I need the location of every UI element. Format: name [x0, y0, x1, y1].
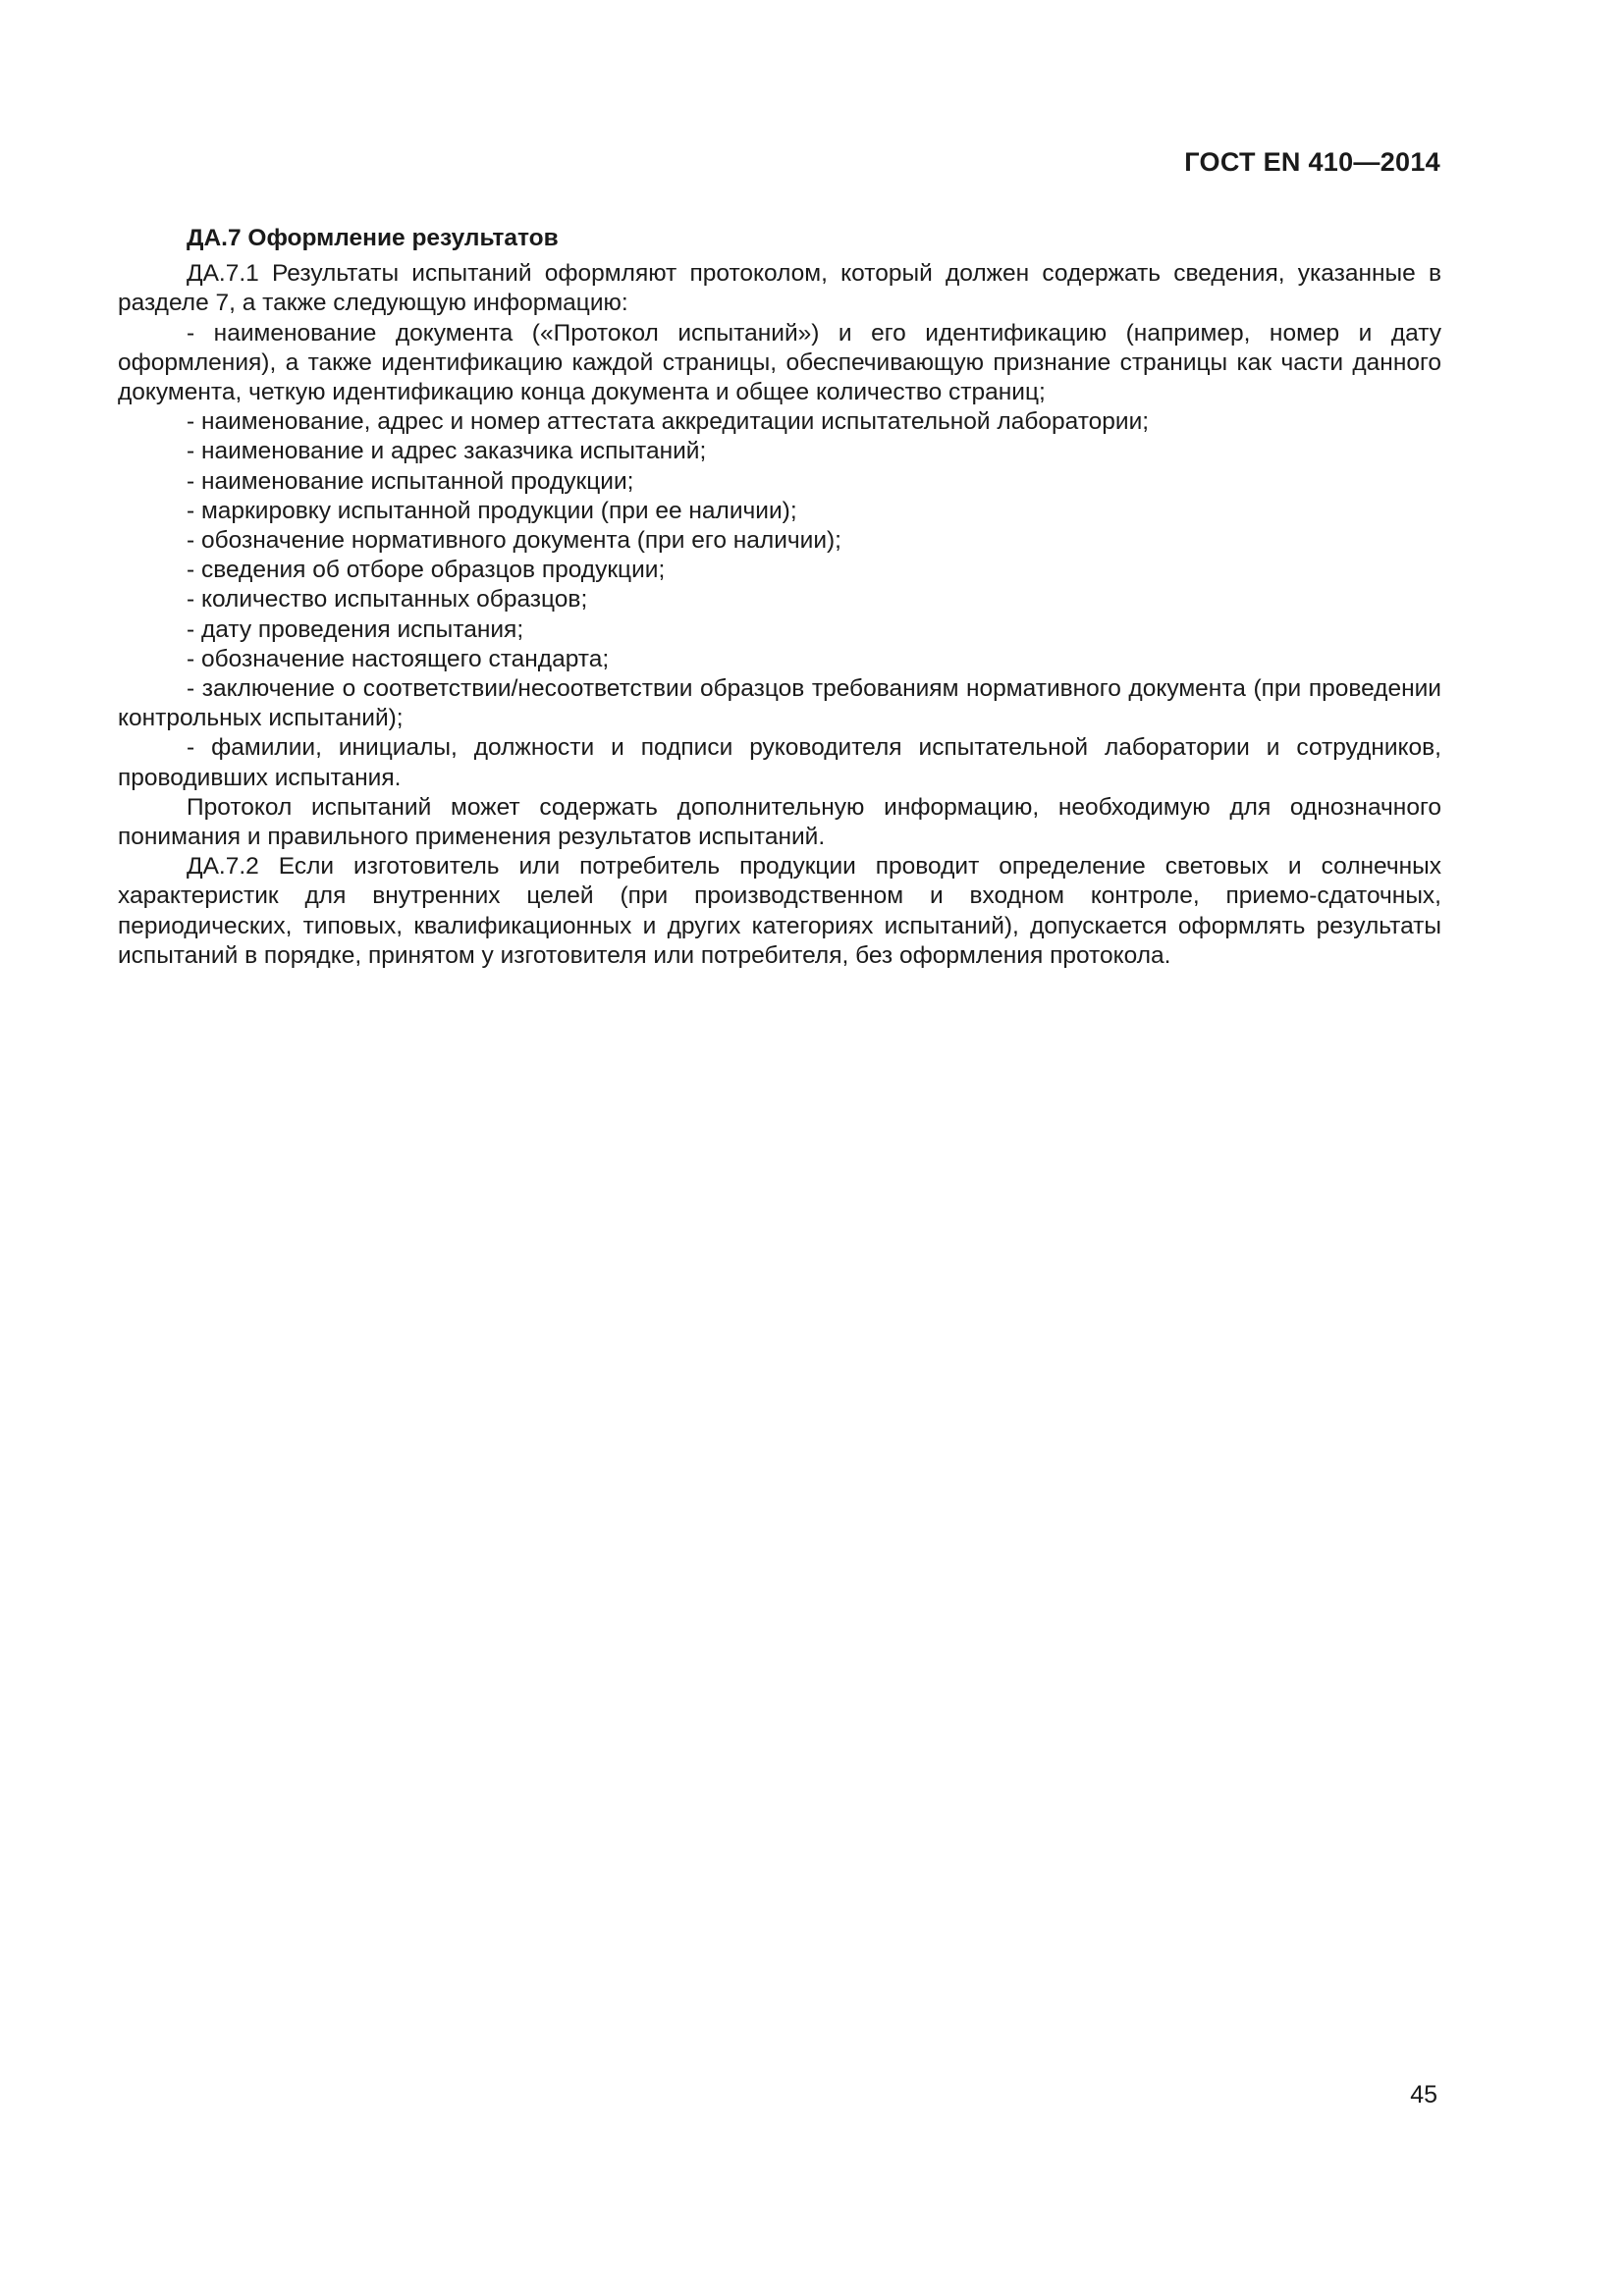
list-item: - фамилии, инициалы, должности и подписи руководителя испытательной лаборатории и сотрудников, проводивших испытания. — [118, 734, 1441, 791]
document-code: ГОСТ EN 410—2014 — [1184, 147, 1440, 177]
list-item: - дату проведения испытания; — [187, 615, 524, 643]
list-item: - обозначение нормативного документа (при его наличии); — [187, 527, 841, 555]
document-body — [118, 224, 1441, 971]
clause-intro: ДА.7.1 Результаты испытаний оформляют протоколом, который должен содержать сведения, указанные в разделе 7, а также следующую информацию: — [118, 260, 1441, 317]
list-item: - наименование, адрес и номер аттестата аккредитации испытательной лаборатории; — [187, 408, 1150, 436]
protocol-note: Протокол испытаний может содержать дополнительную информацию, необходимую для однозначного понимания и правильного применения результатов испытаний. — [118, 793, 1441, 851]
clause-2: ДА.7.2 Если изготовитель или потребитель продукции проводит определение световых и солнечных характеристик для внутренних целей (при производственном и входном контроле, приемо-сдаточных, периодических, типовых, квалификационных и других категориях испытаний), допускается оформлять результаты испытаний в порядке, принятом у изготовителя или потребителя, без оформления протокола. — [118, 853, 1441, 969]
list-item: - заключение о соответствии/несоответствии образцов требованиям нормативного документа (при проведении контрольных испытаний); — [118, 675, 1441, 732]
page-number: 45 — [1410, 2081, 1437, 2109]
list-item: - маркировку испытанной продукции (при ее наличии); — [187, 497, 797, 524]
section-title: ДА.7 Оформление результатов — [187, 225, 559, 251]
list-item: - сведения об отборе образцов продукции; — [187, 557, 666, 584]
list-item: - количество испытанных образцов; — [187, 586, 588, 614]
list-item: - наименование документа («Протокол испытаний») и его идентификацию (например, номер и дату оформления), а также идентификацию каждой страницы, обеспечивающую признание страницы как части данного документа, четкую идентификацию конца документа и общее количество страниц; — [118, 319, 1441, 406]
list-item: - обозначение настоящего стандарта; — [187, 645, 610, 672]
requirements-list — [118, 319, 1441, 793]
list-item: - наименование испытанной продукции; — [187, 467, 634, 495]
list-item: - наименование и адрес заказчика испытаний; — [187, 438, 707, 465]
